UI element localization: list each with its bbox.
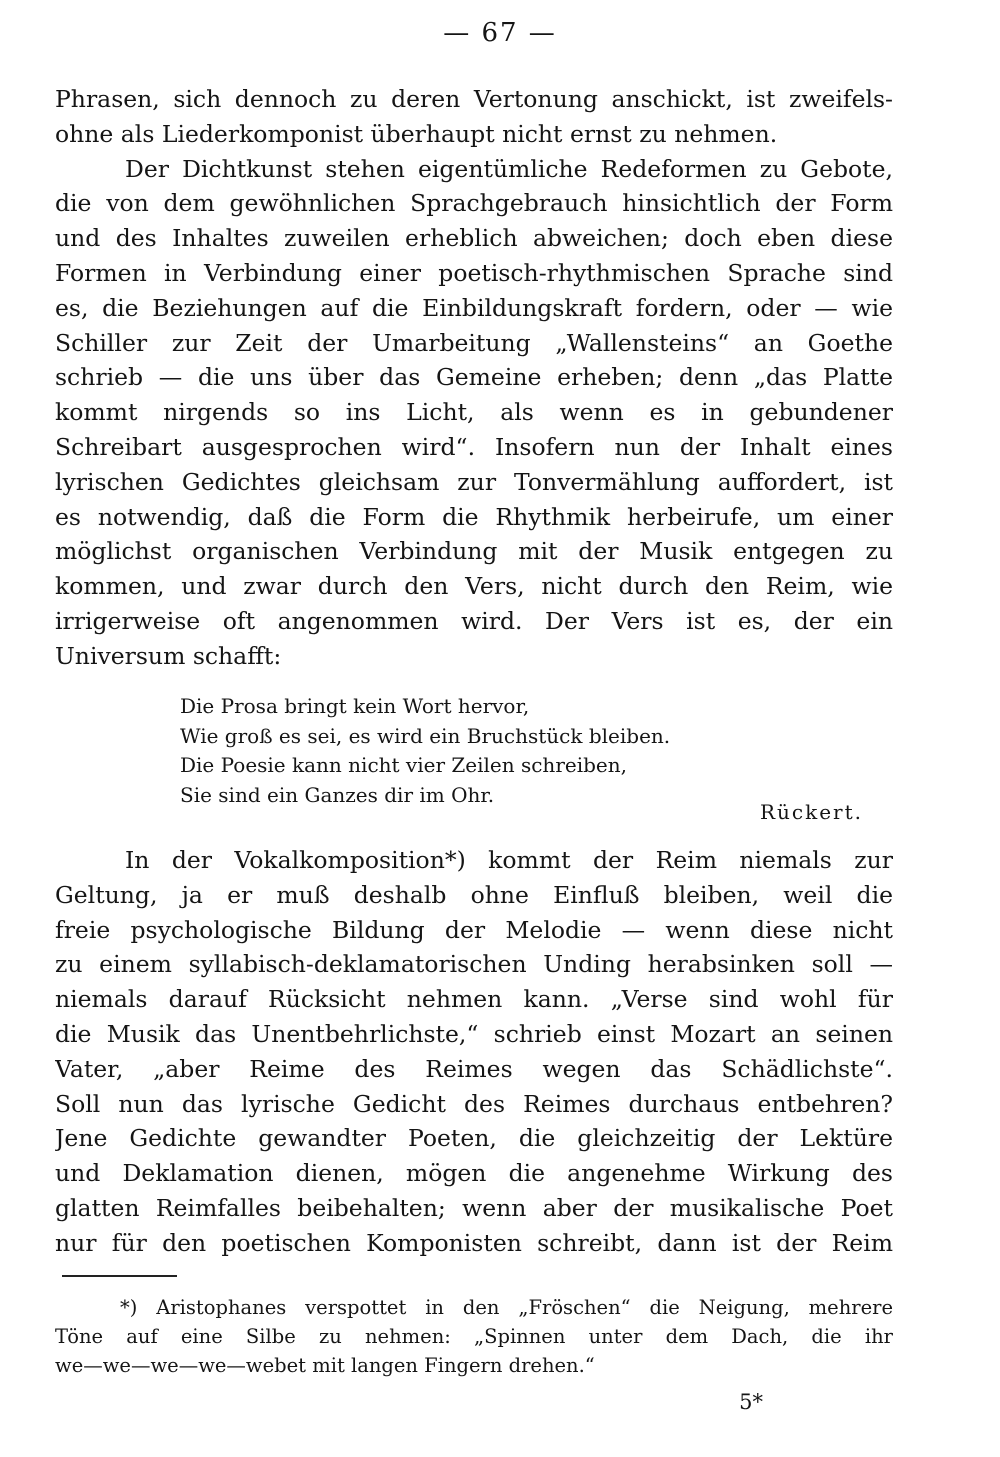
text-line: Der Dichtkunst stehen eigentümliche Redeformen zu Gebote, xyxy=(125,154,893,183)
text-line: zu einem syllabisch-deklamatorischen Unding herabsinken soll — xyxy=(55,950,893,979)
text-line: kommen, und zwar durch den Vers, nicht durch den Reim, wie xyxy=(55,572,893,601)
text-line: Universum schafft: xyxy=(55,641,282,670)
text-line: und des Inhaltes zuweilen erheblich abweichen; doch eben diese xyxy=(55,224,893,253)
text-line: es, die Beziehungen auf die Einbildungskraft fordern, oder — wie xyxy=(55,293,893,322)
footnote-line: *) Aristophanes verspottet in den „Fröschen“ die Neigung, mehrere xyxy=(120,1296,893,1319)
text-line: und Deklamation dienen, mögen die angenehme Wirkung des xyxy=(55,1159,893,1188)
printer-signature-mark: 5* xyxy=(739,1390,763,1414)
text-line: ohne als Liederkomponist überhaupt nicht ernst zu nehmen. xyxy=(55,119,778,148)
verse-attribution: Rückert. xyxy=(759,800,863,824)
text-line: In der Vokalkomposition*) kommt der Reim niemals zur xyxy=(125,846,893,874)
footnote-line: we—we—we—we—webet mit langen Fingern drehen.“ xyxy=(55,1354,595,1377)
verse-quote xyxy=(180,692,800,810)
text-line: Vater, „aber Reime des Reimes wegen das Schädlichste“. xyxy=(55,1054,893,1083)
text-line: lyrischen Gedichtes gleichsam zur Tonvermählung auffordert, ist xyxy=(55,467,893,496)
text-line: Schreibart ausgesprochen wird“. Insofern nun der Inhalt eines xyxy=(55,432,893,461)
text-line: schrieb — die uns über das Gemeine erheben; denn „das Platte xyxy=(55,363,893,392)
text-line: Jene Gedichte gewandter Poeten, die gleichzeitig der Lektüre xyxy=(55,1124,893,1153)
footnote-line: Töne auf eine Silbe zu nehmen: „Spinnen unter dem Dach, die ihr xyxy=(55,1325,893,1348)
text-line: möglichst organischen Verbindung mit der Musik entgegen zu xyxy=(55,537,893,566)
text-line: Phrasen, sich dennoch zu deren Vertonung anschickt, ist zweifels- xyxy=(55,85,893,113)
text-line: die von dem gewöhnlichen Sprachgebrauch hinsichtlich der Form xyxy=(55,189,893,218)
text-line: kommt nirgends so ins Licht, als wenn es in gebundener xyxy=(55,398,893,427)
text-line: nur für den poetischen Komponisten schreibt, dann ist der Reim xyxy=(55,1228,893,1257)
verse-line: Die Poesie kann nicht vier Zeilen schreiben, xyxy=(180,753,627,777)
text-line: es notwendig, daß die Form die Rhythmik herbeirufe, um einer xyxy=(55,502,893,531)
text-line: irrigerweise oft angenommen wird. Der Vers ist es, der ein xyxy=(55,606,893,635)
verse-line: Sie sind ein Ganzes dir im Ohr. xyxy=(180,782,495,807)
main-text-lower xyxy=(55,843,893,1261)
page-number: — 67 — xyxy=(443,18,557,48)
verse-line: Die Prosa bringt kein Wort hervor, xyxy=(180,694,530,718)
text-line: Geltung, ja er muß deshalb ohne Einfluß bleiben, weil die xyxy=(55,880,893,909)
text-line: die Musik das Unentbehrlichste,“ schrieb einst Mozart an seinen xyxy=(55,1019,893,1048)
text-line: freie psychologische Bildung der Melodie — wenn diese nicht xyxy=(55,915,893,944)
text-line: Formen in Verbindung einer poetisch-rhythmischen Sprache sind xyxy=(55,258,893,287)
footnote-divider xyxy=(62,1275,177,1277)
verse-line: Wie groß es sei, es wird ein Bruchstück bleiben. xyxy=(180,723,671,748)
text-line: glatten Reimfalles beibehalten; wenn aber der musikalische Poet xyxy=(55,1193,893,1222)
text-line: Soll nun das lyrische Gedicht des Reimes durchaus entbehren? xyxy=(55,1089,893,1118)
main-text-upper xyxy=(55,82,893,674)
text-line: Schiller zur Zeit der Umarbeitung „Wallensteins“ an Goethe xyxy=(55,328,893,357)
footnote xyxy=(55,1293,893,1380)
text-line: niemals darauf Rücksicht nehmen kann. „Verse sind wohl für xyxy=(55,985,893,1014)
